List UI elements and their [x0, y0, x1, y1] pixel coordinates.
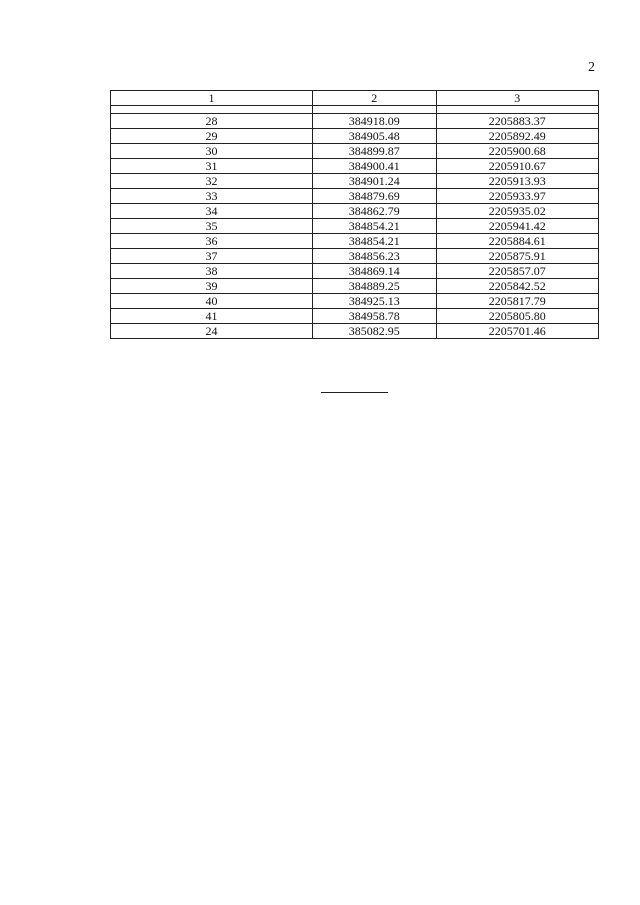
table-row — [111, 204, 599, 219]
y-coordinate-cell: 2205884.61 — [436, 234, 598, 249]
x-coordinate-cell: 384854.21 — [312, 219, 436, 234]
x-coordinate-cell: 384899.87 — [312, 144, 436, 159]
y-coordinate-cell: 2205842.52 — [436, 279, 598, 294]
spacer-cell — [436, 106, 598, 114]
x-coordinate-cell: 385082.95 — [312, 324, 436, 339]
y-coordinate-cell: 2205933.97 — [436, 189, 598, 204]
x-coordinate-cell: 384958.78 — [312, 309, 436, 324]
table-row — [111, 279, 599, 294]
table-row — [111, 324, 599, 339]
table-row — [111, 264, 599, 279]
coordinates-table — [110, 90, 599, 339]
y-coordinate-cell: 2205701.46 — [436, 324, 598, 339]
table-row — [111, 294, 599, 309]
table-spacer-row — [111, 106, 599, 114]
y-coordinate-cell: 2205910.67 — [436, 159, 598, 174]
header-cell-1: 1 — [111, 91, 313, 106]
spacer-cell — [312, 106, 436, 114]
point-number-cell: 39 — [111, 279, 313, 294]
x-coordinate-cell: 384901.24 — [312, 174, 436, 189]
y-coordinate-cell: 2205935.02 — [436, 204, 598, 219]
y-coordinate-cell: 2205941.42 — [436, 219, 598, 234]
header-cell-3: 3 — [436, 91, 598, 106]
point-number-cell: 40 — [111, 294, 313, 309]
point-number-cell: 31 — [111, 159, 313, 174]
spacer-cell — [111, 106, 313, 114]
header-cell-2: 2 — [312, 91, 436, 106]
point-number-cell: 34 — [111, 204, 313, 219]
point-number-cell: 35 — [111, 219, 313, 234]
x-coordinate-cell: 384918.09 — [312, 114, 436, 129]
table-row — [111, 114, 599, 129]
x-coordinate-cell: 384889.25 — [312, 279, 436, 294]
x-coordinate-cell: 384879.69 — [312, 189, 436, 204]
point-number-cell: 33 — [111, 189, 313, 204]
end-of-document-rule — [321, 392, 388, 393]
table-row — [111, 309, 599, 324]
table-header-row — [111, 91, 599, 106]
point-number-cell: 24 — [111, 324, 313, 339]
y-coordinate-cell: 2205913.93 — [436, 174, 598, 189]
y-coordinate-cell: 2205805.80 — [436, 309, 598, 324]
table-row — [111, 234, 599, 249]
x-coordinate-cell: 384900.41 — [312, 159, 436, 174]
table-row — [111, 189, 599, 204]
table-body — [111, 114, 599, 339]
point-number-cell: 32 — [111, 174, 313, 189]
table-row — [111, 144, 599, 159]
x-coordinate-cell: 384925.13 — [312, 294, 436, 309]
point-number-cell: 30 — [111, 144, 313, 159]
point-number-cell: 28 — [111, 114, 313, 129]
point-number-cell: 41 — [111, 309, 313, 324]
x-coordinate-cell: 384905.48 — [312, 129, 436, 144]
y-coordinate-cell: 2205857.07 — [436, 264, 598, 279]
y-coordinate-cell: 2205883.37 — [436, 114, 598, 129]
point-number-cell: 29 — [111, 129, 313, 144]
table-row — [111, 129, 599, 144]
y-coordinate-cell: 2205875.91 — [436, 249, 598, 264]
y-coordinate-cell: 2205892.49 — [436, 129, 598, 144]
x-coordinate-cell: 384856.23 — [312, 249, 436, 264]
x-coordinate-cell: 384854.21 — [312, 234, 436, 249]
y-coordinate-cell: 2205900.68 — [436, 144, 598, 159]
y-coordinate-cell: 2205817.79 — [436, 294, 598, 309]
table-row — [111, 174, 599, 189]
table-row — [111, 159, 599, 174]
point-number-cell: 36 — [111, 234, 313, 249]
point-number-cell: 37 — [111, 249, 313, 264]
page-number: 2 — [588, 60, 595, 75]
table-row — [111, 249, 599, 264]
point-number-cell: 38 — [111, 264, 313, 279]
table-row — [111, 219, 599, 234]
x-coordinate-cell: 384869.14 — [312, 264, 436, 279]
x-coordinate-cell: 384862.79 — [312, 204, 436, 219]
